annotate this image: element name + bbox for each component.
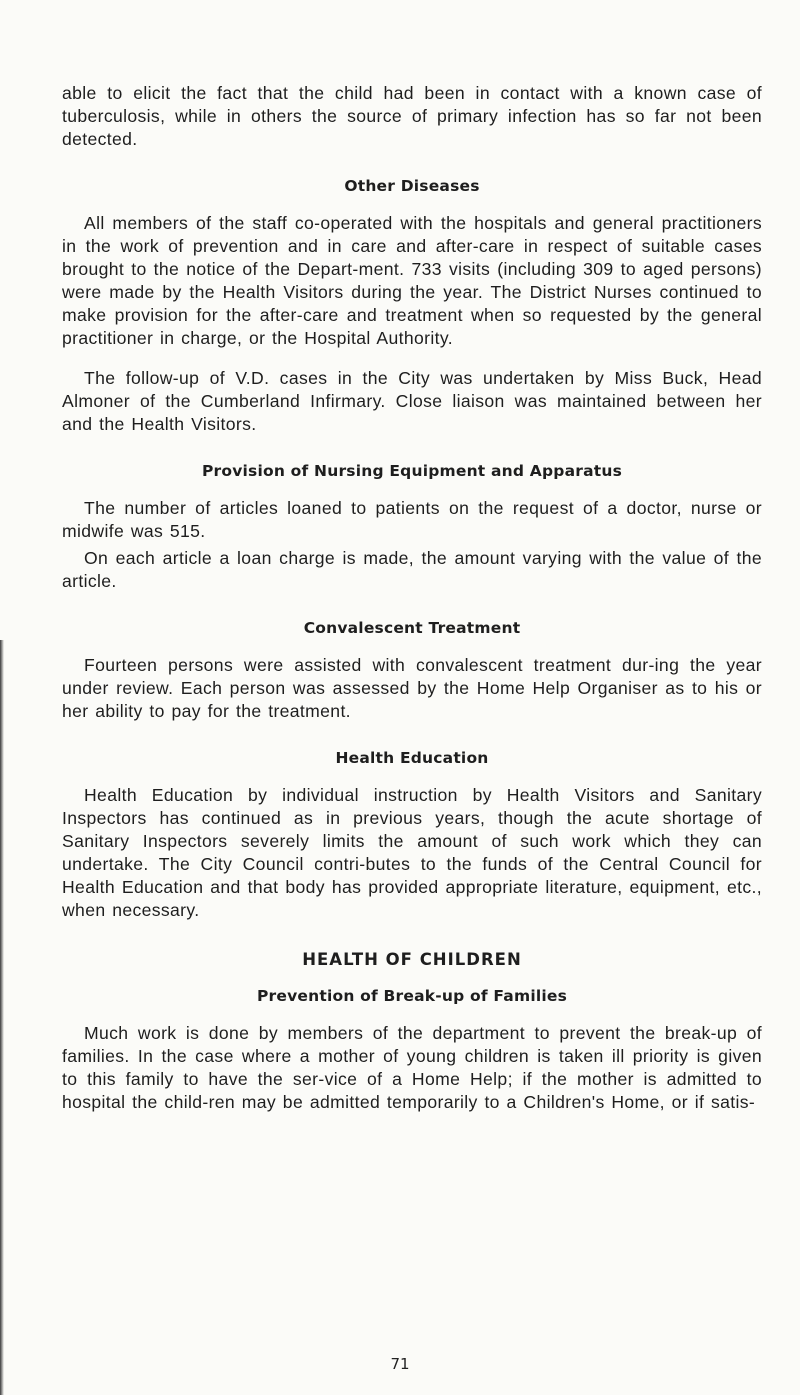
intro-paragraph: able to elicit the fact that the child had been in contact with a known case of tuberculosis, while in others the source of primary infection has so far not been detected. bbox=[62, 83, 762, 149]
nursing-equipment-paragraph-1: The number of articles loaned to patients on the request of a doctor, nurse or midwife was 515. bbox=[62, 498, 762, 541]
prevention-of-break-up-heading: Prevention of Break-up of Families bbox=[256, 987, 567, 1005]
other-diseases-heading: Other Diseases bbox=[344, 177, 480, 195]
health-education-paragraph: Health Education by individual instruction by Health Visitors and Sanitary Inspectors has continued as in previous years, though the acute shortage of Sanitary Inspectors severely limits the amount of such work which they can undertake. The City Council contri-butes to the funds of the Central Council for Health Education and that body has provided appropriate literature, equipment, etc., when necessary. bbox=[62, 785, 762, 920]
page-edge-shadow bbox=[0, 640, 4, 1395]
nursing-equipment-heading: Provision of Nursing Equipment and Apparatus bbox=[201, 462, 623, 480]
other-diseases-paragraph-2: The follow-up of V.D. cases in the City was undertaken by Miss Buck, Head Almoner of the Cumberland Infirmary. Close liaison was maintained between her and the Health Visitors. bbox=[62, 368, 762, 434]
nursing-equipment-paragraph-2: On each article a loan charge is made, the amount varying with the value of the article. bbox=[62, 548, 762, 591]
page-number: 71 bbox=[390, 1355, 410, 1373]
health-of-children-heading: HEALTH OF CHILDREN bbox=[302, 950, 522, 969]
document-page bbox=[62, 82, 762, 1114]
other-diseases-paragraph-1: All members of the staff co-operated with the hospitals and general practitioners in the work of prevention and in care and after-care in respect of suitable cases brought to the notice of the Depart-ment. 733 visits (including 309 to aged persons) were made by the Health Visitors during the year. The District Nurses continued to make provision for the after-care and treatment when so requested by the general practitioner in charge, or the Hospital Authority. bbox=[62, 213, 762, 348]
prevention-of-break-up-paragraph: Much work is done by members of the department to prevent the break-up of families. In the case where a mother of young children is taken ill priority is given to this family to have the ser-vice of a Home Help; if the mother is admitted to hospital the child-ren may be admitted temporarily to a Children's Home, or if satis- bbox=[62, 1023, 762, 1112]
convalescent-paragraph: Fourteen persons were assisted with convalescent treatment dur-ing the year under review. Each person was assessed by the Home Help Organiser as to his or her ability to pay for the treatment. bbox=[62, 655, 762, 721]
convalescent-heading: Convalescent Treatment bbox=[303, 619, 521, 637]
health-education-heading: Health Education bbox=[335, 749, 489, 767]
